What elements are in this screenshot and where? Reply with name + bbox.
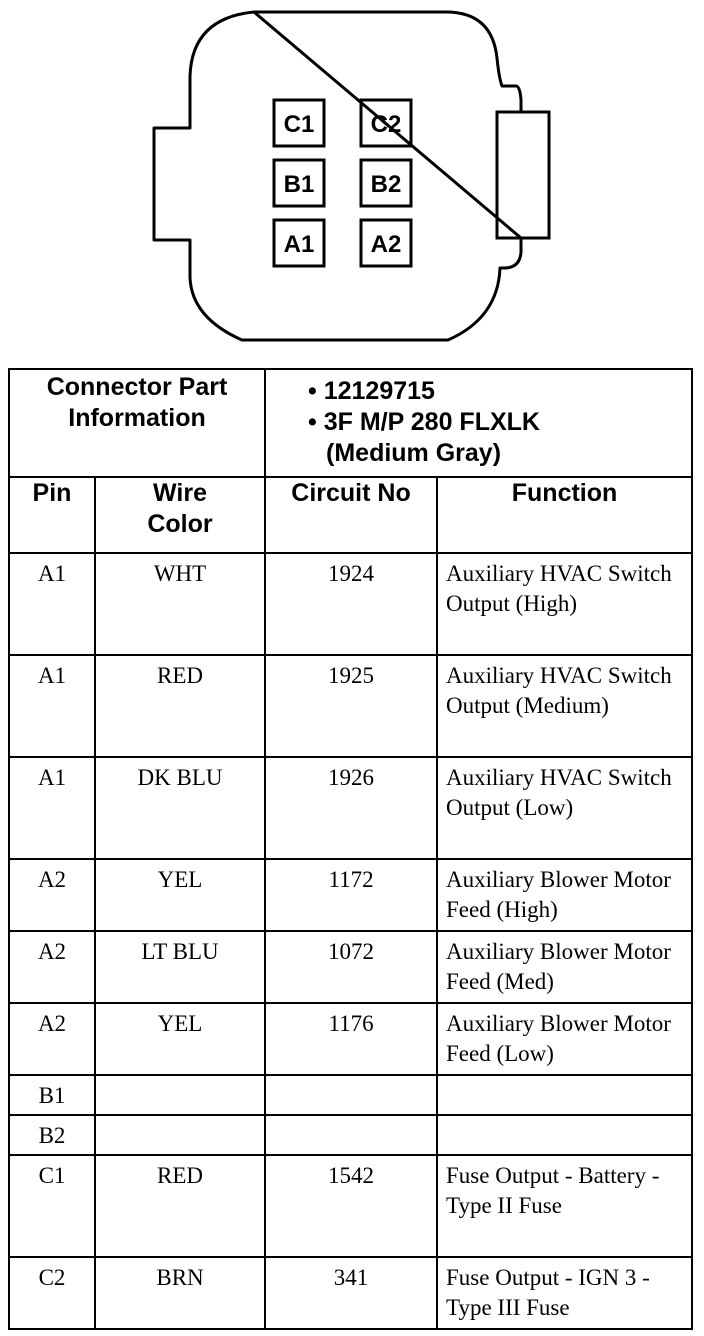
connector-outline xyxy=(154,12,521,340)
pin-label-b1: B1 xyxy=(283,171,315,198)
pin-cell: C2 xyxy=(9,1257,95,1329)
function-cell: Auxiliary HVAC Switch Output (Low) xyxy=(437,757,692,859)
circuit-no-cell: 1926 xyxy=(265,757,437,859)
table-row xyxy=(9,931,692,1003)
function-cell: Fuse Output - Battery - Type II Fuse xyxy=(437,1155,692,1257)
table-row xyxy=(9,757,692,859)
part-number-line: • 12129715 xyxy=(308,377,435,405)
circuit-no-cell: 1924 xyxy=(265,553,437,655)
circuit-no-cell xyxy=(265,1115,437,1155)
wire-color-cell: DK BLU xyxy=(95,757,265,859)
header-circuit-no: Circuit No xyxy=(265,477,437,553)
wire-color-cell: RED xyxy=(95,1155,265,1257)
circuit-no-cell: 341 xyxy=(265,1257,437,1329)
pin-label-c2: C2 xyxy=(370,111,402,138)
connector-latch xyxy=(497,112,549,238)
function-cell: Fuse Output - IGN 3 - Type III Fuse xyxy=(437,1257,692,1329)
function-cell: Auxiliary Blower Motor Feed (Med) xyxy=(437,931,692,1003)
table-row xyxy=(9,1115,692,1155)
part-info-label: Connector Part Information xyxy=(9,369,265,477)
pin-label-a2: A2 xyxy=(370,231,402,258)
circuit-no-cell: 1542 xyxy=(265,1155,437,1257)
pin-cavity-b1 xyxy=(274,160,324,206)
function-cell xyxy=(437,1115,692,1155)
wire-color-cell: BRN xyxy=(95,1257,265,1329)
header-wire-color: Wire Color xyxy=(95,477,265,553)
wire-color-cell: WHT xyxy=(95,553,265,655)
pin-cell: A1 xyxy=(9,655,95,757)
circuit-no-cell xyxy=(265,1075,437,1115)
pin-label-b2: B2 xyxy=(370,171,402,198)
pin-label-c1: C1 xyxy=(283,111,315,138)
function-cell: Auxiliary HVAC Switch Output (Medium) xyxy=(437,655,692,757)
header-function: Function xyxy=(437,477,692,553)
part-info-row xyxy=(9,369,692,477)
pin-cavity-a1 xyxy=(274,220,324,266)
pin-cell: C1 xyxy=(9,1155,95,1257)
pin-cavity-b2 xyxy=(361,160,411,206)
pin-label-a1: A1 xyxy=(283,231,315,258)
table-row xyxy=(9,1155,692,1257)
wire-color-cell: YEL xyxy=(95,859,265,931)
table-row xyxy=(9,1075,692,1115)
wire-color-cell xyxy=(95,1075,265,1115)
table-row xyxy=(9,1003,692,1075)
wire-color-cell xyxy=(95,1115,265,1155)
circuit-no-cell: 1176 xyxy=(265,1003,437,1075)
pin-cell: B2 xyxy=(9,1115,95,1155)
pin-cavity-c1 xyxy=(274,100,324,146)
pin-cell: A1 xyxy=(9,757,95,859)
pin-cell: A2 xyxy=(9,859,95,931)
table-row xyxy=(9,859,692,931)
wire-color-cell: LT BLU xyxy=(95,931,265,1003)
part-number: 12129715 xyxy=(323,377,435,405)
pin-cell: A2 xyxy=(9,1003,95,1075)
part-desc-line: • 3F M/P 280 FLXLK xyxy=(308,408,540,436)
pin-cavity-a2 xyxy=(361,220,411,266)
connector-info-table xyxy=(8,368,693,1330)
circuit-no-cell: 1172 xyxy=(265,859,437,931)
part-info-values xyxy=(265,369,692,477)
pin-cell: A2 xyxy=(9,931,95,1003)
wire-color-cell: RED xyxy=(95,655,265,757)
function-cell: Auxiliary Blower Motor Feed (Low) xyxy=(437,1003,692,1075)
circuit-no-cell: 1072 xyxy=(265,931,437,1003)
column-header-row xyxy=(9,477,692,553)
function-cell: Auxiliary HVAC Switch Output (High) xyxy=(437,553,692,655)
table-row xyxy=(9,655,692,757)
header-pin: Pin xyxy=(9,477,95,553)
pin-cell: A1 xyxy=(9,553,95,655)
pin-cell: B1 xyxy=(9,1075,95,1115)
function-cell: Auxiliary Blower Motor Feed (High) xyxy=(437,859,692,931)
connector-face-diagram xyxy=(0,0,704,370)
table-row xyxy=(9,553,692,655)
wire-color-cell: YEL xyxy=(95,1003,265,1075)
function-cell xyxy=(437,1075,692,1115)
table-row xyxy=(9,1257,692,1329)
part-description: 3F M/P 280 FLXLK xyxy=(323,408,540,436)
part-color: (Medium Gray) xyxy=(326,439,502,467)
circuit-no-cell: 1925 xyxy=(265,655,437,757)
